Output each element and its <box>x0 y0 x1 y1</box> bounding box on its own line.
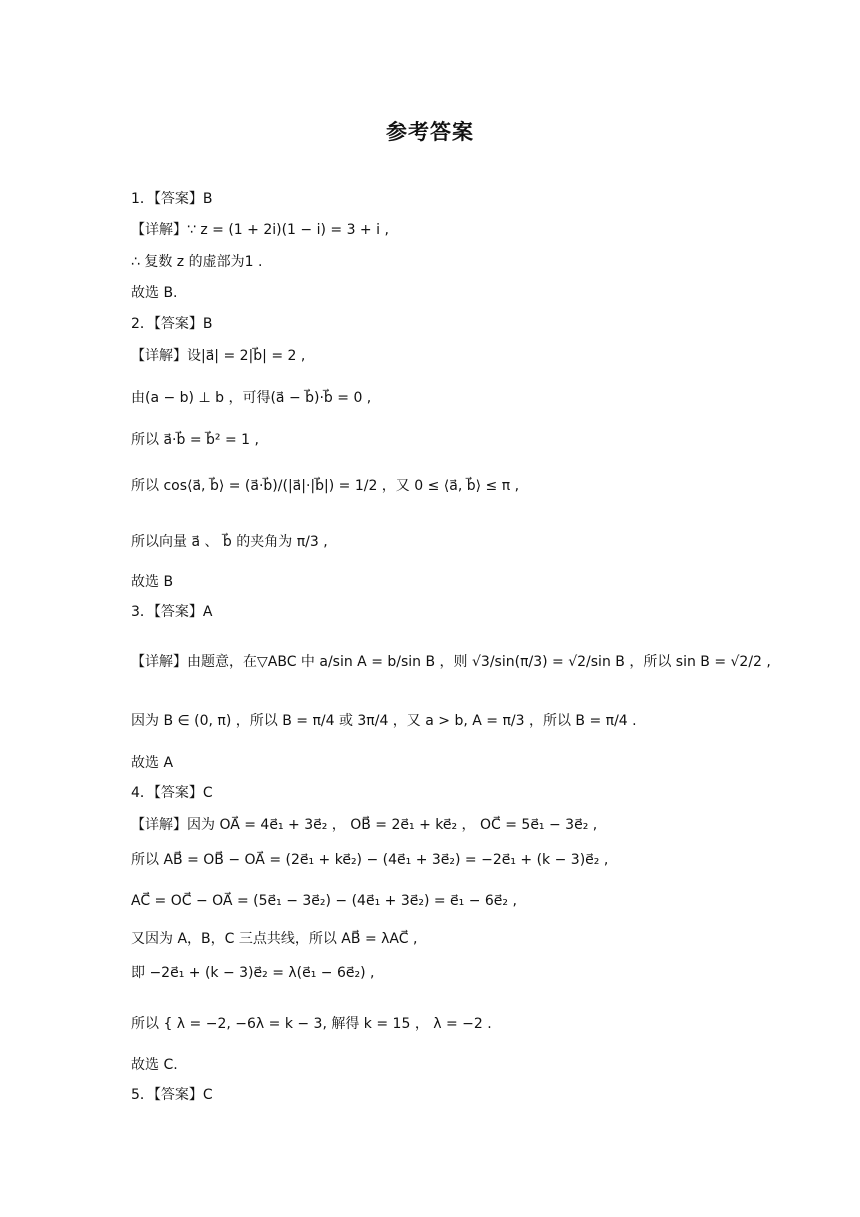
q3-answer: 3．【答案】A <box>131 604 213 620</box>
q2-step1: 由(a − b) ⊥ b ，可得(a⃗ − b⃗)·b⃗ = 0 , <box>131 390 372 406</box>
q2-detail: 【详解】设|a⃗| = 2|b⃗| = 2 , <box>131 348 306 364</box>
q4-step3: 又因为 A，B，C 三点共线，所以 AB⃗ = λAC⃗ , <box>131 931 418 947</box>
q2-step3: 所以 cos⟨a⃗, b⃗⟩ = (a⃗·b⃗)/(|a⃗|·|b⃗|) = 1/2 ，又 0 ≤ ⟨a⃗, b⃗⟩ ≤ π , <box>131 478 520 494</box>
q4-detail: 【详解】因为 OA⃗ = 4e⃗₁ + 3e⃗₂ ， OB⃗ = 2e⃗₁ + ke⃗₂ ， OC⃗ = 5e⃗₁ − 3e⃗₂ , <box>131 817 598 833</box>
q4-choice: 故选 C. <box>131 1057 178 1073</box>
q2-choice: 故选 B <box>131 574 174 590</box>
q2-step2: 所以 a⃗·b⃗ = b⃗² = 1 , <box>131 432 259 448</box>
q5-answer: 5．【答案】C <box>131 1087 213 1103</box>
q2-answer: 2．【答案】B <box>131 316 213 332</box>
q2-step4: 所以向量 a⃗ 、 b⃗ 的夹角为 π/3 , <box>131 534 328 550</box>
q1-answer: 1．【答案】B <box>131 191 213 207</box>
page-title: 参考答案 <box>386 120 474 144</box>
q4-step2: AC⃗ = OC⃗ − OA⃗ = (5e⃗₁ − 3e⃗₂) − (4e⃗₁ + 3e⃗₂) = e⃗₁ − 6e⃗₂ , <box>131 893 517 909</box>
q1-detail: 【详解】∵ z = (1 + 2i)(1 − i) = 3 + i , <box>131 222 389 238</box>
q1-conclusion: ∴ 复数 z 的虚部为1 . <box>131 254 263 270</box>
q4-step5: 所以 { λ = −2, −6λ = k − 3, 解得 k = 15 ， λ = −2 . <box>131 1016 492 1032</box>
q3-detail: 【详解】由题意，在▽ABC 中 a/sin A = b/sin B ，则 √3/sin(π/3) = √2/sin B ，所以 sin B = √2/2 , <box>131 654 771 670</box>
q4-step1: 所以 AB⃗ = OB⃗ − OA⃗ = (2e⃗₁ + ke⃗₂) − (4e⃗₁ + 3e⃗₂) = −2e⃗₁ + (k − 3)e⃗₂ , <box>131 852 609 868</box>
q1-choice: 故选 B. <box>131 285 178 301</box>
q3-choice: 故选 A <box>131 755 174 771</box>
q4-step4: 即 −2e⃗₁ + (k − 3)e⃗₂ = λ(e⃗₁ − 6e⃗₂) , <box>131 965 375 981</box>
q4-answer: 4．【答案】C <box>131 785 213 801</box>
q3-step1: 因为 B ∈ (0, π) ，所以 B = π/4 或 3π/4 ，又 a > b, A = π/3 ，所以 B = π/4 . <box>131 713 637 729</box>
